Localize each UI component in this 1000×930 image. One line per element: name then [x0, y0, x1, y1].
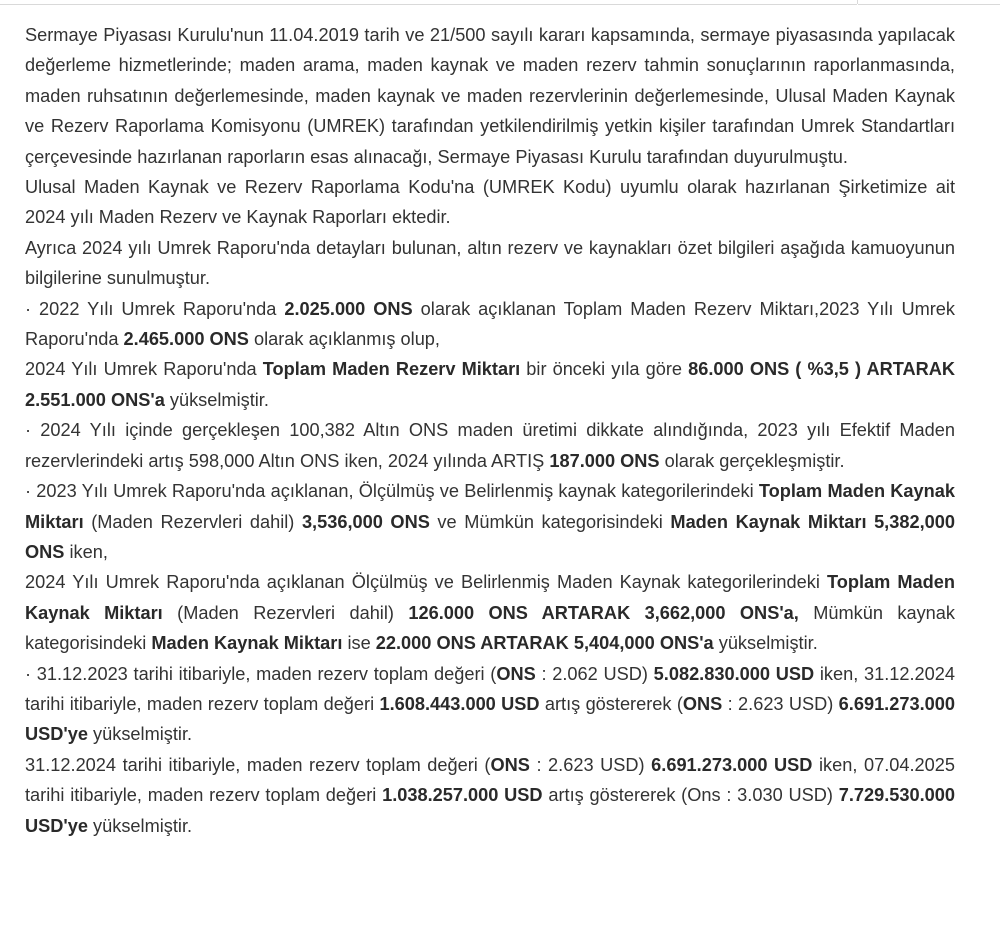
text-run: 2024 Yılı Umrek Raporu'nda — [25, 359, 263, 380]
text-run: iken, 31.12.2024 tarihi itibariyle, maden rezerv toplam değeri — [25, 663, 955, 714]
bold-text: Maden Kaynak Miktarı — [151, 633, 343, 654]
bold-text: ONS — [490, 754, 530, 775]
paragraph — [25, 172, 955, 233]
text-run: yükselmiştir. — [87, 724, 193, 745]
bold-text: Maden Kaynak Miktarı 5,382,000 ONS — [25, 511, 955, 562]
bold-text: 126.000 ONS ARTARAK 3,662,000 ONS'a, — [408, 602, 799, 623]
text-run: Mümkün kaynak kategorisindeki — [25, 602, 955, 654]
top-table-cell-left — [0, 0, 857, 5]
paragraph — [25, 750, 955, 841]
bold-text: Toplam Maden Kaynak Miktarı — [25, 481, 955, 532]
text-run: (Maden Rezervleri dahil) — [83, 511, 302, 532]
top-table-edge — [0, 0, 1000, 4]
text-run: · 2022 Yılı Umrek Raporu'nda — [25, 298, 285, 319]
text-run: 2024 Yılı Umrek Raporu'nda açıklanan Ölçülmüş ve Belirlenmiş Maden Kaynak kategorilerindeki — [25, 572, 827, 593]
bold-text: 2.465.000 ONS — [123, 329, 249, 350]
text-run: : 2.623 USD) — [722, 693, 839, 714]
text-run: ise — [342, 633, 376, 654]
text-run: · 2023 Yılı Umrek Raporu'nda açıklanan, Ölçülmüş ve Belirlenmiş kaynak kategorilerindeki — [25, 481, 759, 502]
text-run: yükselmiştir. — [87, 815, 193, 836]
bold-text: 22.000 ONS ARTARAK 5,404,000 ONS'a — [375, 633, 714, 654]
bold-text: 1.608.443.000 USD — [379, 693, 540, 714]
text-run: artış göstererek (Ons : 3.030 USD) — [542, 785, 839, 806]
bold-text: Toplam Maden Kaynak Miktarı — [25, 572, 955, 623]
bold-text: 7.729.530.000 USD'ye — [25, 785, 956, 836]
bold-text: 6.691.273.000 USD'ye — [25, 693, 955, 745]
text-run: bir önceki yıla göre — [520, 359, 689, 380]
text-run: : 2.062 USD) — [535, 663, 654, 684]
bold-text: 187.000 ONS — [549, 450, 660, 471]
paragraph — [25, 415, 955, 476]
bold-text: 86.000 ONS ( %3,5 ) ARTARAK 2.551.000 ONS'a — [25, 359, 956, 410]
text-run: : 2.623 USD) — [529, 754, 652, 775]
text-run: Sermaye Piyasası Kurulu'nun 11.04.2019 tarih ve 21/500 sayılı kararı kapsamında, sermaye piyasasında yapılacak değerleme hizmetlerinde; maden arama, maden kaynak ve maden rezerv tahmin sonuçlarının raporlanmasında, maden ruhsatının değerlemesinde, maden kaynak ve maden rezervlerinin değerlemesinde, Ulusal Maden Kaynak ve Rezerv Raporlama Komisyonu (UMREK) tarafından yetkilendirilmiş yetkin kişiler tarafından Umrek Standartları çerçevesinde hazırlanan raporların esas alınacağı, Sermaye Piyasası Kurulu tarafından duyurulmuştu. — [25, 25, 955, 167]
top-table-cell-right — [858, 0, 1000, 5]
disclosure-body — [25, 20, 955, 841]
text-run: yükselmiştir. — [164, 389, 269, 410]
bold-text: ONS — [496, 663, 536, 684]
paragraph — [25, 294, 955, 355]
text-run: Ayrıca 2024 yılı Umrek Raporu'nda detayları bulunan, altın rezerv ve kaynakları özet bilgileri aşağıda kamuoyunun bilgilerine sunulmuştur. — [25, 237, 955, 289]
bold-text: Toplam Maden Rezerv Miktarı — [262, 359, 521, 380]
bold-text: 2.025.000 ONS — [284, 298, 413, 319]
paragraph — [25, 567, 955, 658]
text-run: Ulusal Maden Kaynak ve Rezerv Raporlama Kodu'na (UMREK Kodu) uyumlu olarak hazırlanan Şirketimize ait 2024 yılı Maden Rezerv ve Kaynak Raporları ektedir. — [25, 177, 955, 228]
text-run: artış göstererek ( — [539, 693, 683, 714]
bold-text: 1.038.257.000 USD — [382, 785, 543, 806]
text-run: · 2024 Yılı içinde gerçekleşen 100,382 Altın ONS maden üretimi dikkate alındığında, 2023 yılı Efektif Maden rezervlerindeki artış 598,000 Altın ONS iken, 2024 yılında ARTIŞ — [25, 420, 955, 471]
paragraph — [25, 20, 955, 172]
text-run: iken, — [64, 541, 108, 562]
text-run: olarak gerçekleşmiştir. — [659, 450, 845, 471]
bold-text: 5.082.830.000 USD — [653, 663, 815, 684]
bold-text: 3,536,000 ONS — [301, 511, 430, 532]
text-run: 31.12.2024 tarihi itibariyle, maden rezerv toplam değeri ( — [25, 754, 491, 775]
paragraph — [25, 354, 955, 415]
text-run: olarak açıklanmış olup, — [248, 329, 440, 350]
bold-text: ONS — [682, 693, 723, 714]
bold-text: 6.691.273.000 USD — [651, 754, 813, 775]
text-run: yükselmiştir. — [713, 633, 818, 654]
paragraph — [25, 233, 955, 294]
text-run: ve Mümkün kategorisindeki — [429, 511, 671, 532]
paragraph — [25, 659, 955, 750]
text-run: · 31.12.2023 tarihi itibariyle, maden rezerv toplam değeri ( — [25, 663, 497, 684]
text-run: olarak açıklanan Toplam Maden Rezerv Miktarı,2023 Yılı Umrek Raporu'nda — [25, 298, 955, 350]
text-run: iken, 07.04.2025 tarihi itibariyle, maden rezerv toplam değeri — [25, 754, 955, 806]
paragraph — [25, 476, 955, 567]
text-run: (Maden Rezervleri dahil) — [162, 602, 409, 623]
